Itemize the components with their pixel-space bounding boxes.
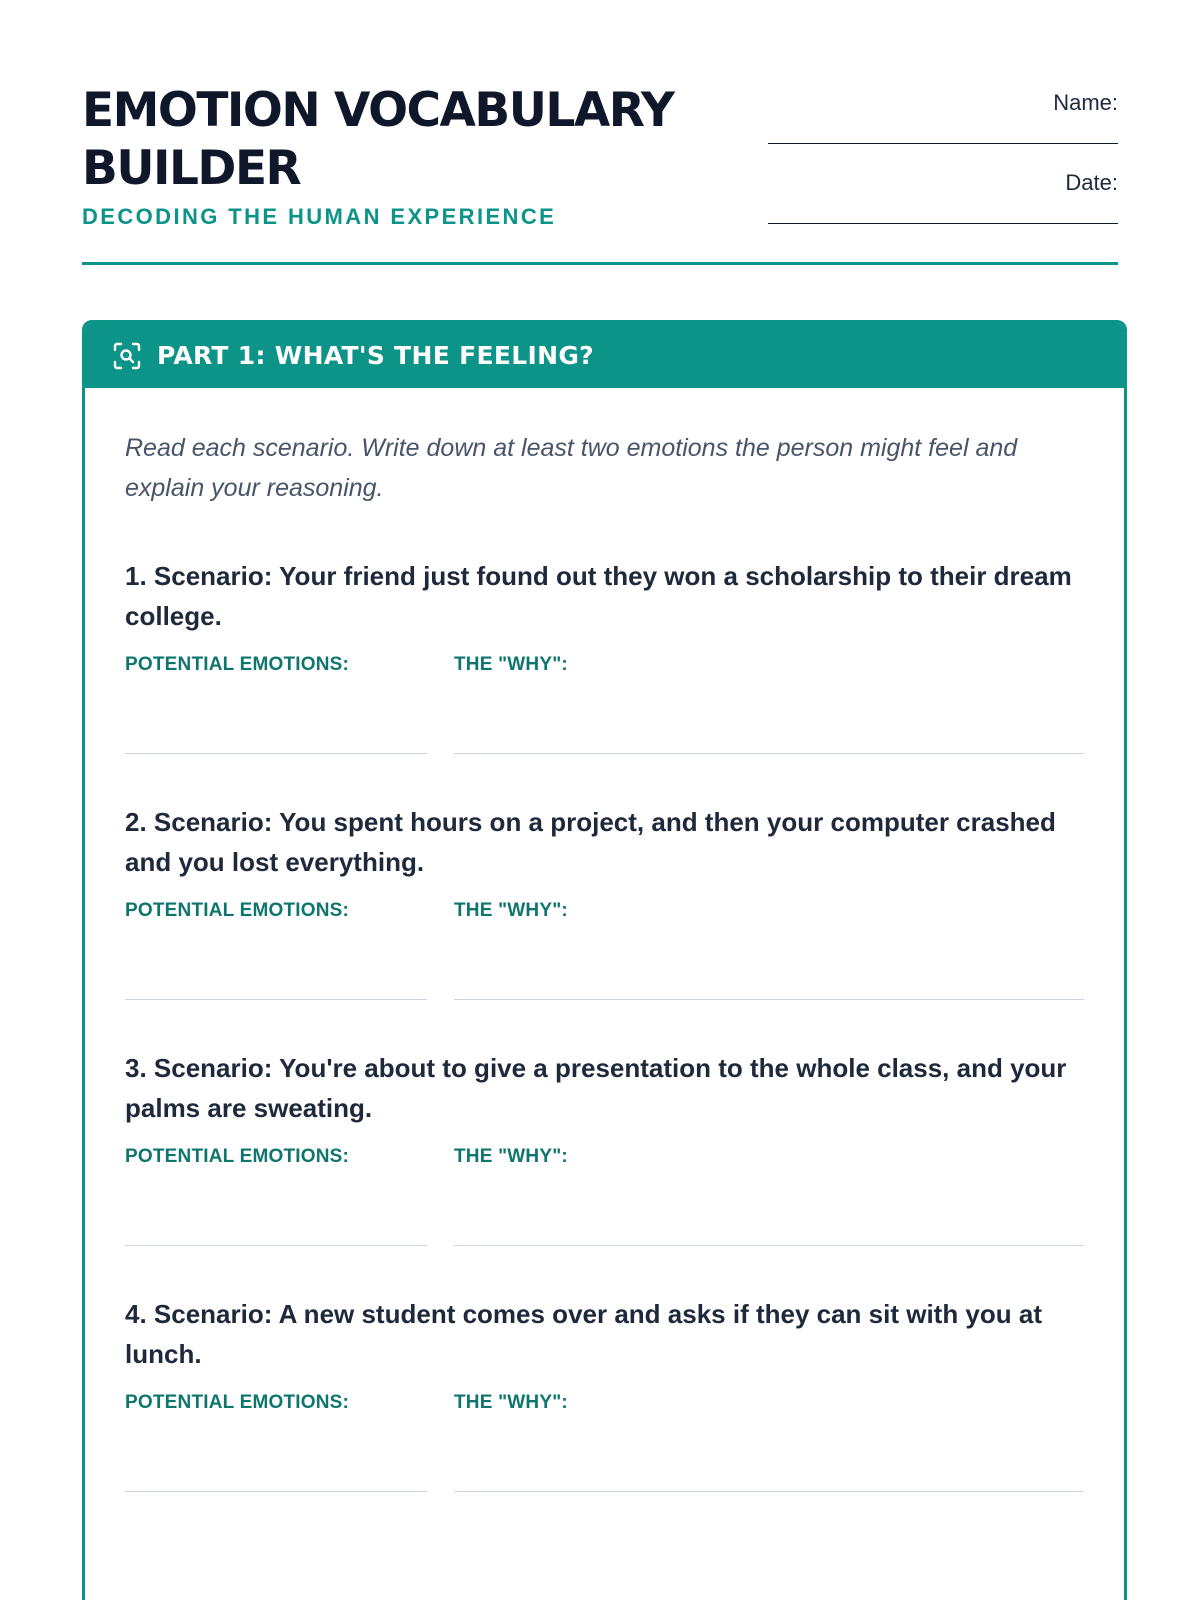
emotions-label: POTENTIAL EMOTIONS: — [125, 900, 350, 921]
part-1-section — [82, 320, 1127, 1600]
question-2 — [125, 802, 1084, 1000]
name-line[interactable] — [768, 143, 1118, 144]
why-answer-line[interactable] — [454, 1245, 1084, 1246]
question-text: 4. Scenario: A new student comes over and asks if they can sit with you at lunch. — [125, 1299, 1042, 1369]
emotions-answer-field[interactable] — [125, 654, 427, 754]
question-text: 2. Scenario: You spent hours on a project, and then your computer crashed and you lost everything. — [125, 807, 1056, 877]
emotions-answer-line[interactable] — [125, 1245, 427, 1246]
answer-row — [125, 1146, 1084, 1246]
emotions-answer-field[interactable] — [125, 1392, 427, 1492]
title-line-2: BUILDER — [82, 141, 301, 196]
emotions-answer-field[interactable] — [125, 900, 427, 1000]
why-answer-field[interactable] — [454, 654, 1084, 754]
name-label: Name: — [1053, 90, 1118, 115]
title-line-1: EMOTION VOCABULARY — [82, 83, 674, 138]
answer-row — [125, 654, 1084, 754]
why-label: THE "WHY": — [454, 1146, 568, 1167]
emotions-answer-line[interactable] — [125, 1491, 427, 1492]
section-title: PART 1: WHAT'S THE FEELING? — [157, 341, 594, 370]
date-line[interactable] — [768, 223, 1118, 224]
student-info — [768, 88, 1118, 248]
why-answer-line[interactable] — [454, 753, 1084, 754]
emotions-label: POTENTIAL EMOTIONS: — [125, 1392, 350, 1413]
emotions-answer-line[interactable] — [125, 999, 427, 1000]
why-label: THE "WHY": — [454, 654, 568, 675]
instructions: Read each scenario. Write down at least two emotions the person might feel and explain your reasoning. — [125, 434, 1018, 502]
date-field[interactable] — [768, 168, 1118, 248]
why-answer-field[interactable] — [454, 1146, 1084, 1246]
question-4 — [125, 1294, 1084, 1492]
worksheet-header — [82, 0, 1118, 265]
question-1 — [125, 556, 1084, 754]
answer-row — [125, 1392, 1084, 1492]
why-answer-line[interactable] — [454, 1491, 1084, 1492]
date-label: Date: — [1065, 170, 1118, 195]
why-answer-field[interactable] — [454, 1392, 1084, 1492]
emotions-answer-line[interactable] — [125, 753, 427, 754]
answer-row — [125, 900, 1084, 1000]
question-text: 3. Scenario: You're about to give a presentation to the whole class, and your palms are sweating. — [125, 1053, 1067, 1123]
why-answer-line[interactable] — [454, 999, 1084, 1000]
section-body — [85, 388, 1124, 1492]
section-header — [85, 323, 1124, 388]
emotions-label: POTENTIAL EMOTIONS: — [125, 1146, 350, 1167]
question-3 — [125, 1048, 1084, 1246]
why-answer-field[interactable] — [454, 900, 1084, 1000]
why-label: THE "WHY": — [454, 900, 568, 921]
why-label: THE "WHY": — [454, 1392, 568, 1413]
question-text: 1. Scenario: Your friend just found out they won a scholarship to their dream college. — [125, 561, 1072, 631]
page-title — [82, 82, 762, 198]
title-block — [82, 82, 762, 230]
page-subtitle: DECODING THE HUMAN EXPERIENCE — [82, 204, 557, 229]
scan-search-icon — [111, 340, 143, 372]
name-field[interactable] — [768, 88, 1118, 168]
emotions-answer-field[interactable] — [125, 1146, 427, 1246]
emotions-label: POTENTIAL EMOTIONS: — [125, 654, 350, 675]
